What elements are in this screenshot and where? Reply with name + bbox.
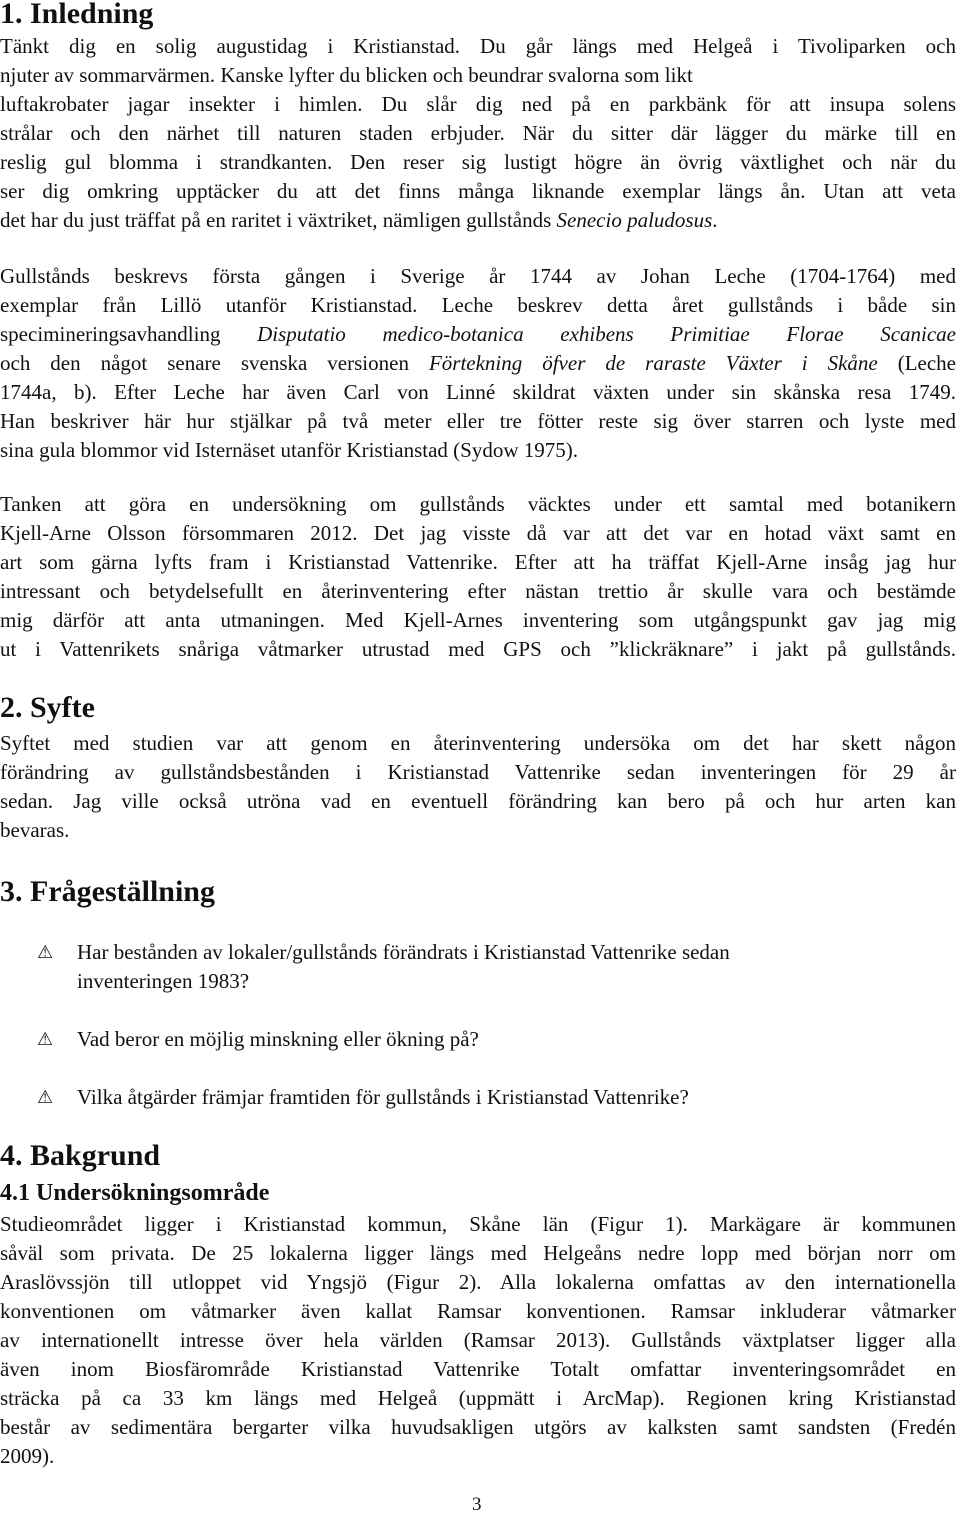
text-line: Gullstånds beskrevs första gången i Sverige år 1744 av Johan Leche (1704-1764) med [0, 264, 956, 288]
text-line: bevaras. [0, 818, 70, 842]
text-line: mig därför att anta utmaningen. Med Kjell-Arnes inventering som utgångspunkt gav jag mig [0, 608, 956, 632]
book-title: Förtekning öfver de raraste Växter i Skåne [428, 351, 878, 375]
species-name: Senecio paludosus [556, 208, 713, 232]
text-line: 1744a, b). Efter Leche har även Carl von Linné skildrat växten under sin skånska resa 1749. [0, 380, 956, 404]
warning-bullet-icon: ⚠ [37, 1029, 54, 1050]
text-line: det har du just träffat på en raritet i växtriket, nämligen gullstånds Senecio paludosus. [0, 208, 718, 232]
text-line: av internationellt intresse över hela världen (Ramsar 2013). Gullstånds växtplatser ligger alla [0, 1328, 956, 1352]
text-line: förändring av gullståndsbestånden i Kristianstad Vattenrike sedan inventeringen för 29 år [0, 760, 956, 784]
heading-fragestallning: 3. Frågeställning [0, 875, 215, 908]
text-line: Tanken att göra en undersökning om gullstånds väcktes under ett samtal med botanikern [0, 492, 956, 516]
text-line: Tänkt dig en solig augustidag i Kristianstad. Du går längs med Helgeå i Tivoliparken och [0, 34, 956, 58]
text-line: även inom Biosfärområde Kristianstad Vattenrike Totalt omfattar inventeringsområdet en [0, 1357, 956, 1381]
warning-bullet-icon: ⚠ [37, 1087, 54, 1108]
text-line: exemplar från Lillö utanför Kristianstad. Leche beskrev detta året gullstånds i både sin [0, 293, 956, 317]
text-line: intressant och betydelsefullt en återinventering efter nästan trettio år skulle vara och bestämde [0, 579, 956, 603]
heading-syfte: 2. Syfte [0, 691, 95, 724]
text-line: Araslövssjön till utloppet vid Yngsjö (Figur 2). Alla lokalerna omfattas av den internationella [0, 1270, 956, 1294]
text-line: art som gärna lyfts fram i Kristianstad Vattenrike. Efter att ha träffat Kjell-Arne insåg jag hur [0, 550, 956, 574]
text-line: konventionen om våtmarker även kallat Ramsar konventionen. Ramsar inkluderar våtmarker [0, 1299, 956, 1323]
heading-undersokningsomrade: 4.1 Undersökningsområde [0, 1180, 270, 1206]
text-line: sina gula blommor vid Isternäset utanför Kristianstad (Sydow 1975). [0, 438, 578, 462]
heading-inledning: 1. Inledning [0, 0, 154, 30]
text-line: består av sedimentära bergarter vilka huvudsakligen utgörs av kalksten samt sandsten (Fredén [0, 1415, 956, 1439]
heading-bakgrund: 4. Bakgrund [0, 1139, 161, 1172]
text-line: Han beskriver här hur stjälkar på två meter eller tre fötter reste sig över starren och lyste med [0, 409, 956, 433]
text-line: såväl som privata. De 25 lokalerna ligger längs med Helgeåns nedre lopp med början norr om [0, 1241, 956, 1265]
text-line: Syftet med studien var att genom en återinventering undersöka om det har skett någon [0, 731, 956, 755]
question-text: Har bestånden av lokaler/gullstånds förändrats i Kristianstad Vattenrike sedan [77, 940, 730, 964]
text-line: Studieområdet ligger i Kristianstad kommun, Skåne län (Figur 1). Markägare är kommunen [0, 1212, 956, 1236]
question-text: inventeringen 1983? [77, 969, 250, 993]
text-line: reslig gul blomma i strandkanten. Den reser sig lustigt högre än övrig växtlighet och när du [0, 150, 956, 174]
text-line: strålar och den närhet till naturen staden erbjuder. När du sitter där lägger du märke till en [0, 121, 956, 145]
warning-bullet-icon: ⚠ [37, 942, 54, 963]
thesis-title: Disputatio medico-botanica exhibens Primitiae Florae Scanicae [257, 322, 957, 346]
page-number: 3 [472, 1494, 482, 1515]
text-line: ut i Vattenrikets snåriga våtmarker utrustad med GPS och ”klickräknare” i jakt på gullstånds. [0, 637, 956, 661]
text-line: och den något senare svenska versionen Förtekning öfver de raraste Växter i Skåne (Leche [0, 351, 956, 375]
text-line: 2009). [0, 1444, 55, 1468]
text-line: njuter av sommarvärmen. Kanske lyfter du blicken och beundrar svalorna som likt [0, 63, 693, 87]
text-line: sträcka på ca 33 km längs med Helgeå (uppmätt i ArcMap). Regionen kring Kristianstad [0, 1386, 956, 1410]
question-text: Vad beror en möjlig minskning eller ökning på? [77, 1027, 479, 1051]
text-line: Kjell-Arne Olsson försommaren 2012. Det jag visste då var att det var en hotad växt samt en [0, 521, 956, 545]
text-line: luftakrobater jagar insekter i himlen. Du slår dig ned på en parkbänk för att insupa solens [0, 92, 956, 116]
text-line: ser dig omkring upptäcker du att det finns många liknande exemplar längs ån. Utan att veta [0, 179, 956, 203]
text-line: sedan. Jag ville också utröna vad en eventuell förändring kan bero på och hur arten kan [0, 789, 956, 813]
question-text: Vilka åtgärder främjar framtiden för gullstånds i Kristianstad Vattenrike? [77, 1085, 689, 1109]
text-line: specimineringsavhandling Disputatio medico-botanica exhibens Primitiae Florae Scanicae [0, 322, 957, 346]
